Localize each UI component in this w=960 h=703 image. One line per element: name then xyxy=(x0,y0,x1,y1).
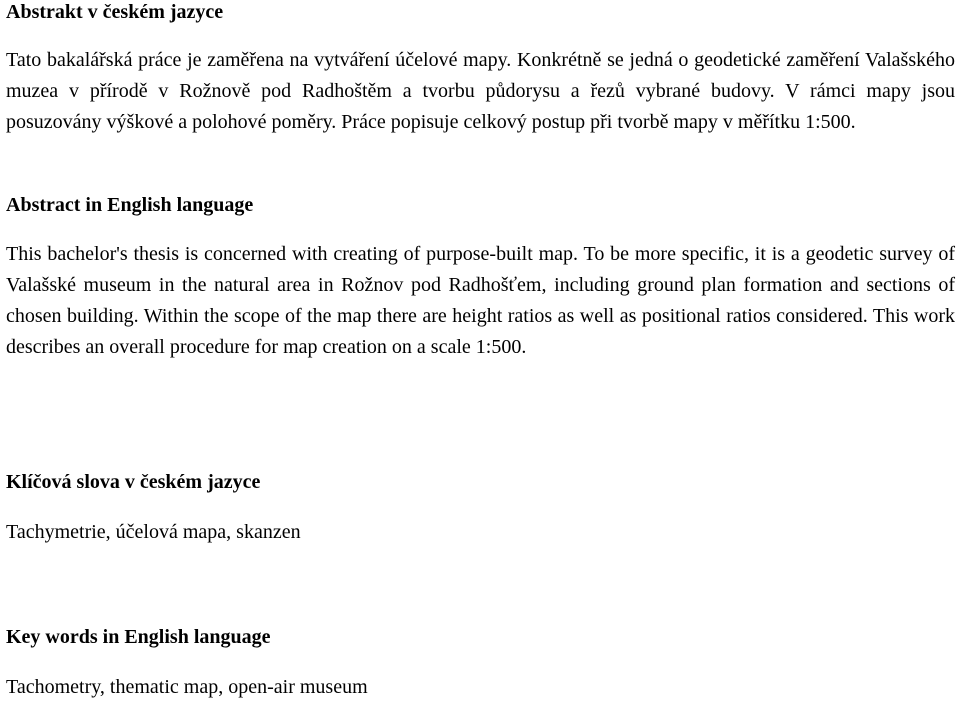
keywords-czech-text: Tachymetrie, účelová mapa, skanzen xyxy=(6,521,301,543)
keywords-english-text: Tachometry, thematic map, open-air museum xyxy=(6,676,368,698)
keywords-english-heading: Key words in English language xyxy=(6,626,271,648)
abstract-czech-text: Tato bakalářská práce je zaměřena na vytváření účelové mapy. Konkrétně se jedná o geodetické zaměření Valašského muzea v přírodě v Rožnově pod Radhoštěm a tvorbu půdorysu a řezů vybrané budovy. V rámci mapy jsou posuzovány výškové a polohové poměry. Práce popisuje celkový postup při tvorbě mapy v měřítku 1:500. xyxy=(6,49,955,133)
abstract-english-text: This bachelor's thesis is concerned with creating of purpose-built map. To be more specific, it is a geodetic survey of Valašské museum in the natural area in Rožnov pod Radhošťem, including ground plan formation and sections of chosen building. Within the scope of the map there are height ratios as well as positional ratios considered. This work describes an overall procedure for map creation on a scale 1:500. xyxy=(6,243,955,358)
keywords-czech-heading: Klíčová slova v českém jazyce xyxy=(6,471,261,493)
abstract-czech-heading: Abstrakt v českém jazyce xyxy=(6,1,224,23)
abstract-english-heading: Abstract in English language xyxy=(6,194,254,216)
